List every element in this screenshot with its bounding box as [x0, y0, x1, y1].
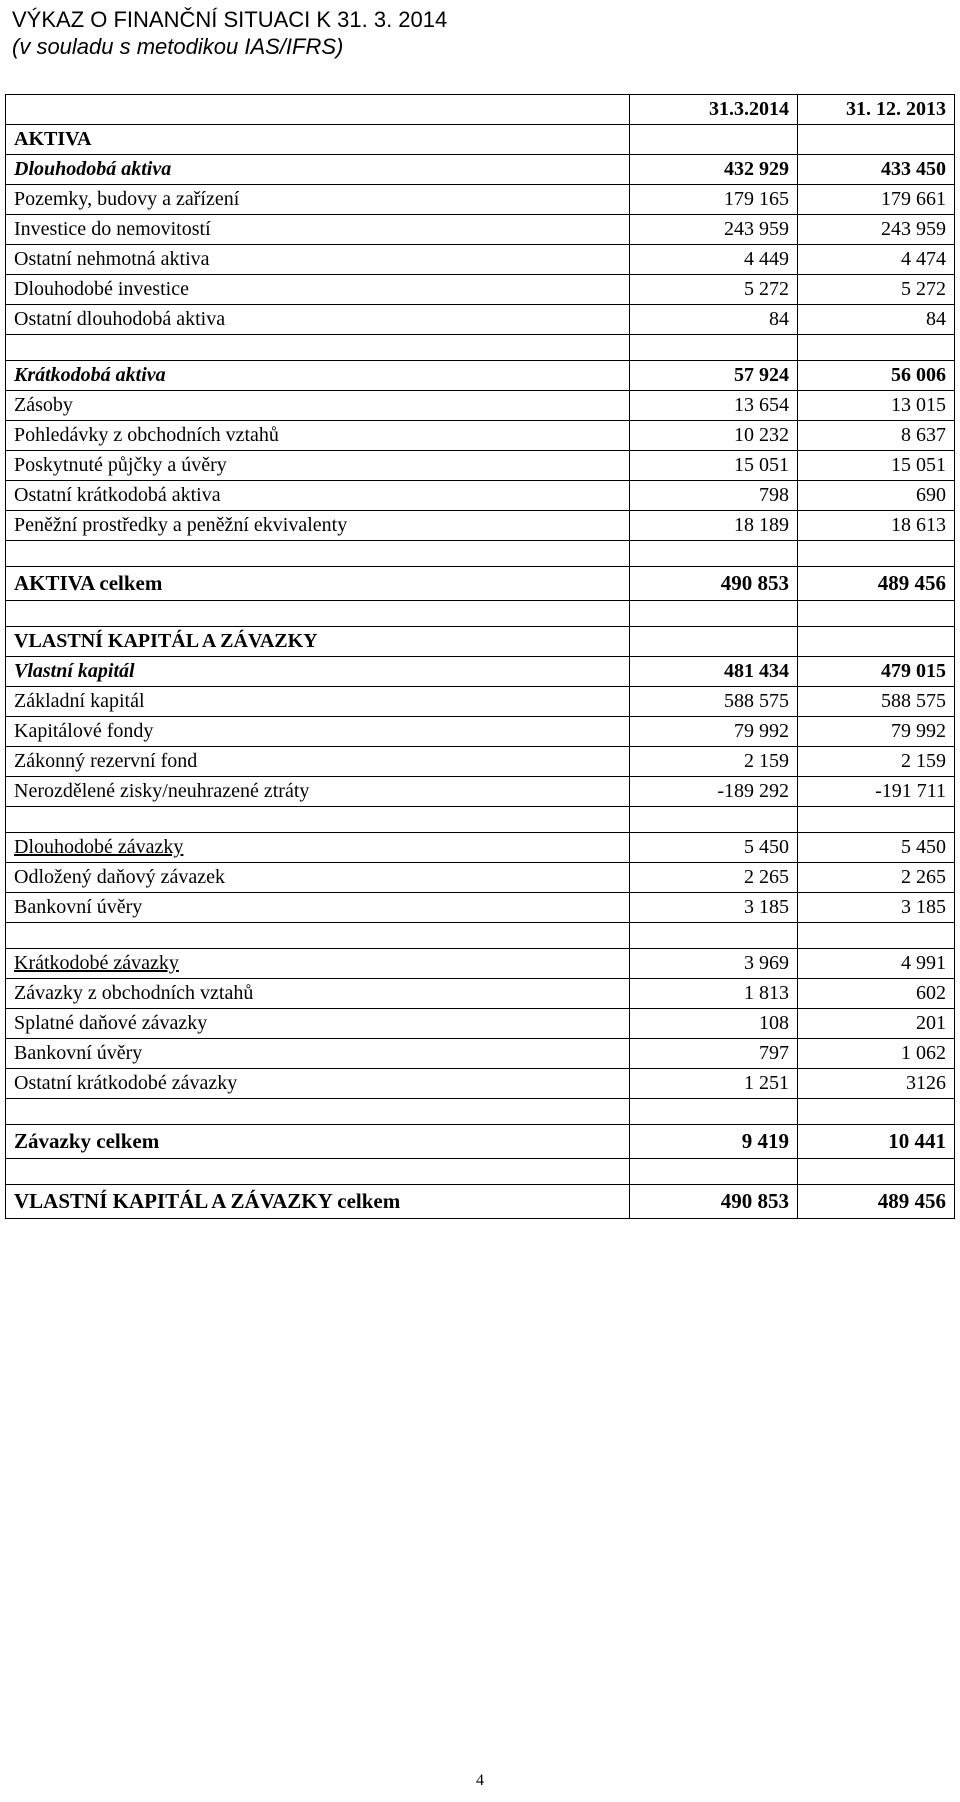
value-period1: 5 272	[630, 275, 798, 305]
value-period2: 489 456	[798, 567, 955, 601]
row-label: Pozemky, budovy a zařízení	[6, 185, 630, 215]
table-row	[6, 275, 955, 305]
row-label: Splatné daňové závazky	[6, 1009, 630, 1039]
value-period2: 10 441	[798, 1125, 955, 1159]
row-label: AKTIVA celkem	[6, 567, 630, 601]
value-period1	[630, 125, 798, 155]
value-period1: 243 959	[630, 215, 798, 245]
value-period1	[630, 1099, 798, 1125]
table-row	[6, 481, 955, 511]
subtotal-row	[6, 155, 955, 185]
row-label: Kapitálové fondy	[6, 717, 630, 747]
value-period2: -191 711	[798, 777, 955, 807]
row-label	[6, 923, 630, 949]
row-label	[6, 1159, 630, 1185]
table-row	[6, 1039, 955, 1069]
value-period2: 18 613	[798, 511, 955, 541]
row-label	[6, 1099, 630, 1125]
value-period2: 8 637	[798, 421, 955, 451]
table-row	[6, 863, 955, 893]
row-label: Ostatní nehmotná aktiva	[6, 245, 630, 275]
row-label: Dlouhodobé závazky	[6, 833, 630, 863]
table-row	[6, 305, 955, 335]
table-row	[6, 777, 955, 807]
table-row	[6, 511, 955, 541]
value-period1	[630, 923, 798, 949]
value-period1: 15 051	[630, 451, 798, 481]
value-period2: 3 185	[798, 893, 955, 923]
row-label	[6, 541, 630, 567]
row-label: Poskytnuté půjčky a úvěry	[6, 451, 630, 481]
table-row	[6, 215, 955, 245]
value-period2: 433 450	[798, 155, 955, 185]
value-period2: 13 015	[798, 391, 955, 421]
value-period2: 5 272	[798, 275, 955, 305]
value-period2	[798, 335, 955, 361]
row-label	[6, 95, 630, 125]
value-period1: 79 992	[630, 717, 798, 747]
value-period2: 56 006	[798, 361, 955, 391]
row-label: Investice do nemovitostí	[6, 215, 630, 245]
row-label: Základní kapitál	[6, 687, 630, 717]
value-period2: 2 159	[798, 747, 955, 777]
value-period1: 18 189	[630, 511, 798, 541]
value-period2	[798, 541, 955, 567]
value-period1: -189 292	[630, 777, 798, 807]
value-period2	[798, 627, 955, 657]
value-period1: 481 434	[630, 657, 798, 687]
row-label	[6, 601, 630, 627]
value-period2: 179 661	[798, 185, 955, 215]
total-row	[6, 1125, 955, 1159]
value-period2: 79 992	[798, 717, 955, 747]
value-period1: 3 969	[630, 949, 798, 979]
table-row	[6, 747, 955, 777]
value-period2	[798, 125, 955, 155]
value-period1: 84	[630, 305, 798, 335]
row-label: Bankovní úvěry	[6, 893, 630, 923]
value-period1	[630, 1159, 798, 1185]
table-row	[6, 451, 955, 481]
value-period2	[798, 1099, 955, 1125]
value-period2: 602	[798, 979, 955, 1009]
row-label: Zásoby	[6, 391, 630, 421]
value-period2: 588 575	[798, 687, 955, 717]
value-period1: 3 185	[630, 893, 798, 923]
spacer-row	[6, 1099, 955, 1125]
value-period2: 3126	[798, 1069, 955, 1099]
row-label: Závazky celkem	[6, 1125, 630, 1159]
document-title: VÝKAZ O FINANČNÍ SITUACI K 31. 3. 2014	[12, 7, 448, 32]
row-label: Ostatní dlouhodobá aktiva	[6, 305, 630, 335]
value-period1: 490 853	[630, 1185, 798, 1219]
table-row	[6, 893, 955, 923]
value-period1: 10 232	[630, 421, 798, 451]
table-row	[6, 391, 955, 421]
value-period1: 5 450	[630, 833, 798, 863]
row-label: Dlouhodobé investice	[6, 275, 630, 305]
subtotal-row	[6, 657, 955, 687]
value-period2: 5 450	[798, 833, 955, 863]
spacer-row	[6, 1159, 955, 1185]
value-period2: 4 991	[798, 949, 955, 979]
value-period2	[798, 601, 955, 627]
total-row	[6, 567, 955, 601]
row-label: VLASTNÍ KAPITÁL A ZÁVAZKY celkem	[6, 1185, 630, 1219]
value-period2	[798, 1159, 955, 1185]
subtotal-row	[6, 361, 955, 391]
value-period2: 690	[798, 481, 955, 511]
value-period2	[798, 923, 955, 949]
value-period2: 2 265	[798, 863, 955, 893]
value-period1: 2 159	[630, 747, 798, 777]
row-label: Odložený daňový závazek	[6, 863, 630, 893]
row-label: Pohledávky z obchodních vztahů	[6, 421, 630, 451]
column-header-row	[6, 95, 955, 125]
row-label: Bankovní úvěry	[6, 1039, 630, 1069]
row-label: Dlouhodobá aktiva	[6, 155, 630, 185]
value-period2: 1 062	[798, 1039, 955, 1069]
row-label: Zákonný rezervní fond	[6, 747, 630, 777]
value-period1: 798	[630, 481, 798, 511]
document-subtitle: (v souladu s metodikou IAS/IFRS)	[12, 34, 344, 59]
row-label: Ostatní krátkodobé závazky	[6, 1069, 630, 1099]
row-label	[6, 335, 630, 361]
value-period1: 179 165	[630, 185, 798, 215]
row-label: Závazky z obchodních vztahů	[6, 979, 630, 1009]
value-period1: 490 853	[630, 567, 798, 601]
value-period1: 2 265	[630, 863, 798, 893]
value-period2: 479 015	[798, 657, 955, 687]
value-period1: 13 654	[630, 391, 798, 421]
table-row	[6, 687, 955, 717]
value-period2: 489 456	[798, 1185, 955, 1219]
table-row	[6, 1009, 955, 1039]
table-row	[6, 245, 955, 275]
value-period1	[630, 541, 798, 567]
value-period1: 588 575	[630, 687, 798, 717]
value-period1: 1 251	[630, 1069, 798, 1099]
table-row	[6, 1069, 955, 1099]
spacer-row	[6, 923, 955, 949]
value-period2: 84	[798, 305, 955, 335]
value-period2: 243 959	[798, 215, 955, 245]
subtotal-row	[6, 833, 955, 863]
subtotal-row	[6, 949, 955, 979]
row-label: Krátkodobá aktiva	[6, 361, 630, 391]
value-period1: 4 449	[630, 245, 798, 275]
row-label: Krátkodobé závazky	[6, 949, 630, 979]
total-row	[6, 1185, 955, 1219]
value-period2: 4 474	[798, 245, 955, 275]
value-period1: 108	[630, 1009, 798, 1039]
financial-statement-table	[5, 94, 955, 1219]
value-period1: 1 813	[630, 979, 798, 1009]
spacer-row	[6, 807, 955, 833]
table-row	[6, 185, 955, 215]
spacer-row	[6, 601, 955, 627]
row-label: Ostatní krátkodobá aktiva	[6, 481, 630, 511]
section-heading-row	[6, 627, 955, 657]
value-period1	[630, 335, 798, 361]
value-period1: 57 924	[630, 361, 798, 391]
spacer-row	[6, 335, 955, 361]
value-period1	[630, 627, 798, 657]
table-row	[6, 979, 955, 1009]
value-period1	[630, 601, 798, 627]
column-header-period1: 31.3.2014	[630, 95, 798, 125]
value-period2: 201	[798, 1009, 955, 1039]
value-period1: 797	[630, 1039, 798, 1069]
table-row	[6, 717, 955, 747]
section-heading-row	[6, 125, 955, 155]
row-label	[6, 807, 630, 833]
value-period1	[630, 807, 798, 833]
value-period2: 15 051	[798, 451, 955, 481]
row-label: AKTIVA	[6, 125, 630, 155]
row-label: Peněžní prostředky a peněžní ekvivalenty	[6, 511, 630, 541]
row-label: VLASTNÍ KAPITÁL A ZÁVAZKY	[6, 627, 630, 657]
row-label: Nerozdělené zisky/neuhrazené ztráty	[6, 777, 630, 807]
page-number: 4	[476, 1772, 484, 1789]
table-row	[6, 421, 955, 451]
row-label: Vlastní kapitál	[6, 657, 630, 687]
financial-statement-body	[6, 95, 955, 1219]
value-period1: 9 419	[630, 1125, 798, 1159]
value-period2	[798, 807, 955, 833]
column-header-period2: 31. 12. 2013	[798, 95, 955, 125]
value-period1: 432 929	[630, 155, 798, 185]
spacer-row	[6, 541, 955, 567]
